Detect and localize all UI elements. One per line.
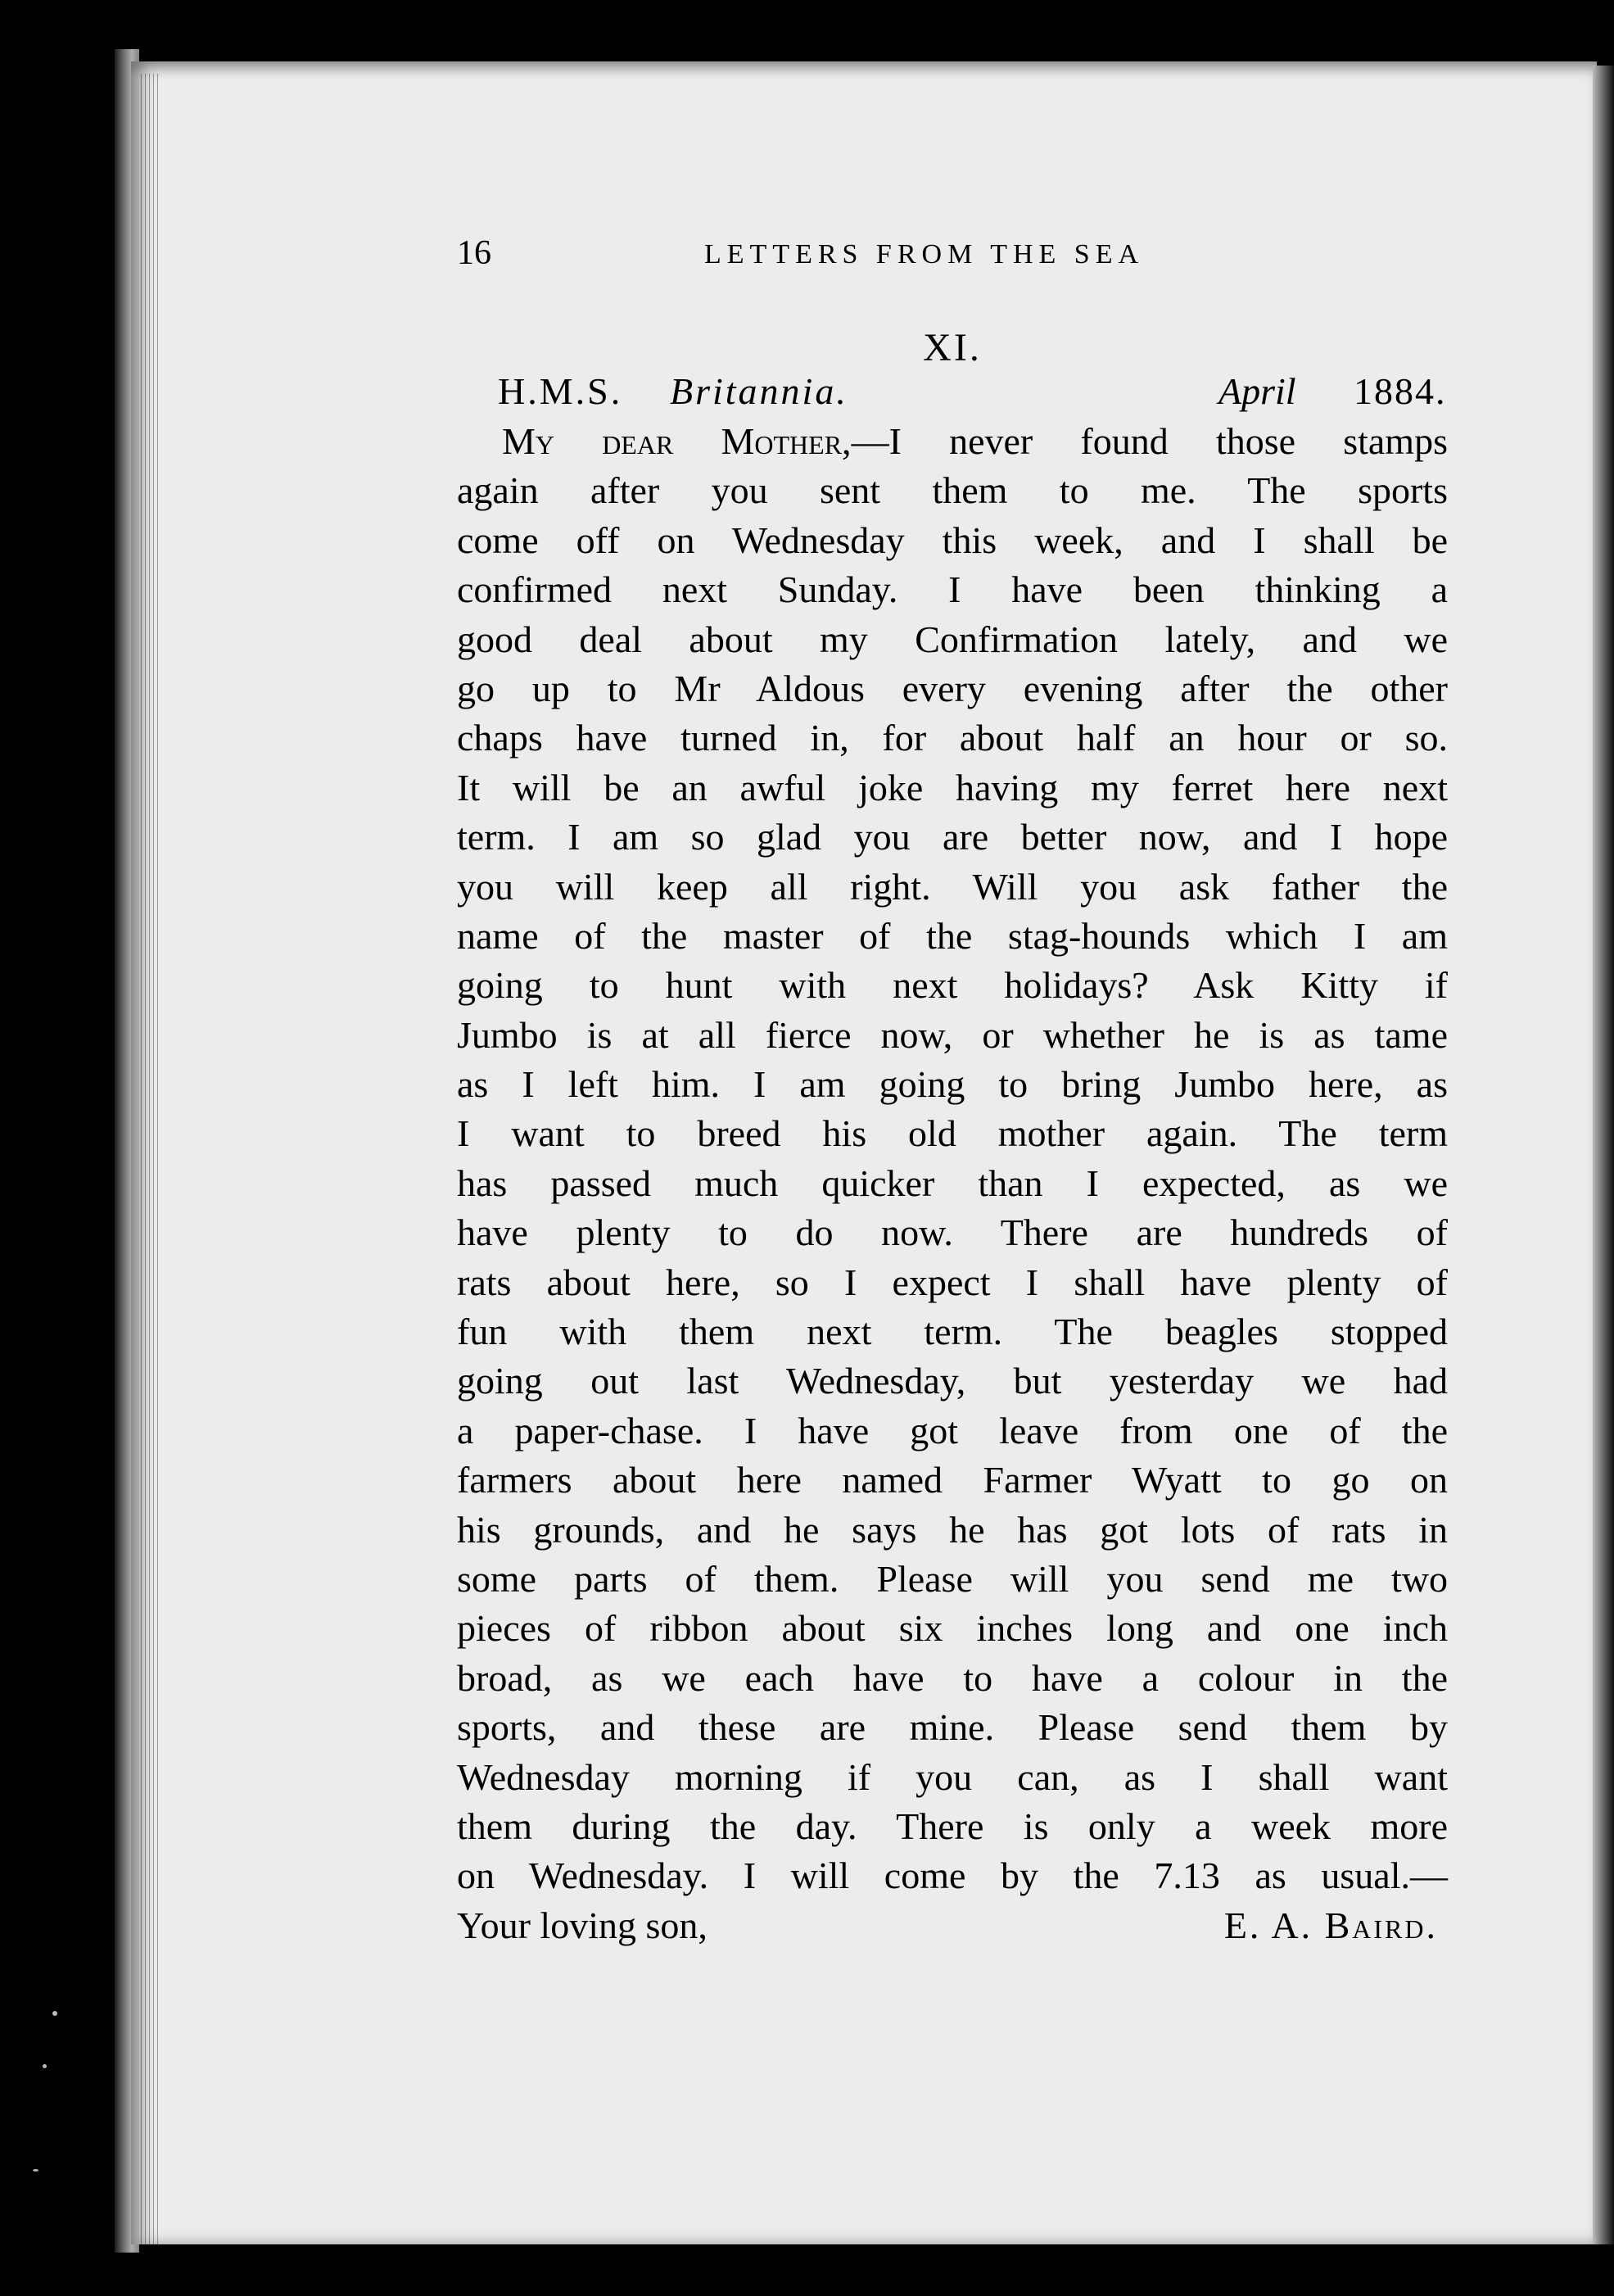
letter-line: I want to breed his old mother again. The term [457,1112,1448,1155]
letter-line: has passed much quicker than I expected, as we [457,1162,1448,1204]
scan-speck [43,2064,47,2068]
letter-line [457,417,1448,466]
letter-line: going to hunt with next holidays? Ask Kitty if [457,964,1448,1007]
letter-dateline [457,367,1448,416]
date-month: April [1218,370,1296,412]
letter-line: on Wednesday. I will come by the 7.13 as usual.— [457,1854,1448,1897]
letter-line: It will be an awful joke having my ferret here next [457,766,1448,808]
scan-speck [33,2169,38,2171]
letter-line: rats about here, so I expect I shall have plenty of [457,1261,1448,1303]
letter-line: come off on Wednesday this week, and I shall be [457,519,1448,561]
letter-line: as I left him. I am going to bring Jumbo here, as [457,1063,1448,1106]
letter-closing [457,1901,1448,1950]
letter-line: name of the master of the stag-hounds which I am [457,914,1448,957]
page-gutter-edges [141,74,159,2244]
letter-line: his grounds, and he says he has got lots of rats in [457,1508,1448,1551]
letter-body [457,417,1448,1950]
page-right-edge [1593,66,1614,2244]
letter-line: farmers about here named Farmer Wyatt to go on [457,1459,1448,1501]
letter-line: Wednesday morning if you can, as I shall want [457,1755,1448,1798]
letter-line-text: —I never found those stamps [851,420,1448,462]
ship-prefix: H.M.S. [498,370,623,412]
letter-line: broad, as we each have to have a colour in the [457,1656,1448,1699]
letter-line: have plenty to do now. There are hundreds of [457,1211,1448,1254]
letter-line: Jumbo is at all fierce now, or whether he is as tame [457,1013,1448,1056]
salutation: My dear Mother, [502,420,852,462]
letter-line: sports, and these are mine. Please send them by [457,1706,1448,1749]
letter-line: confirmed next Sunday. I have been thinking a [457,568,1448,611]
ship-name: Britannia. [670,370,848,412]
book-title: LETTERS FROM THE SEA [704,239,1145,269]
letter-line: a paper-chase. I have got leave from one of the [457,1409,1448,1451]
letter-line: good deal about my Confirmation lately, and we [457,618,1448,660]
running-head [457,233,1448,274]
letter-line: them during the day. There is only a week more [457,1805,1448,1847]
letter-line: pieces of ribbon about six inches long and one inch [457,1607,1448,1650]
date-year: 1884. [1354,370,1447,412]
scan-speck [52,2011,57,2016]
letter-number: XI. [923,326,982,369]
page-number: 16 [457,234,491,272]
letter-line: fun with them next term. The beagles stopped [457,1311,1448,1353]
letter-line: you will keep all right. Will you ask father the [457,865,1448,908]
letter-line: chaps have turned in, for about half an hour or so. [457,717,1448,759]
signature: E. A. Baird. [1223,1904,1438,1946]
letter-line: going out last Wednesday, but yesterday we had [457,1360,1448,1402]
valediction: Your loving son, [457,1904,708,1946]
letter-line: again after you sent them to me. The sports [457,469,1448,512]
letter-line: some parts of them. Please will you send me two [457,1557,1448,1600]
letter-line: go up to Mr Aldous every evening after the other [457,667,1448,709]
letter-line: term. I am so glad you are better now, and I hope [457,816,1448,858]
